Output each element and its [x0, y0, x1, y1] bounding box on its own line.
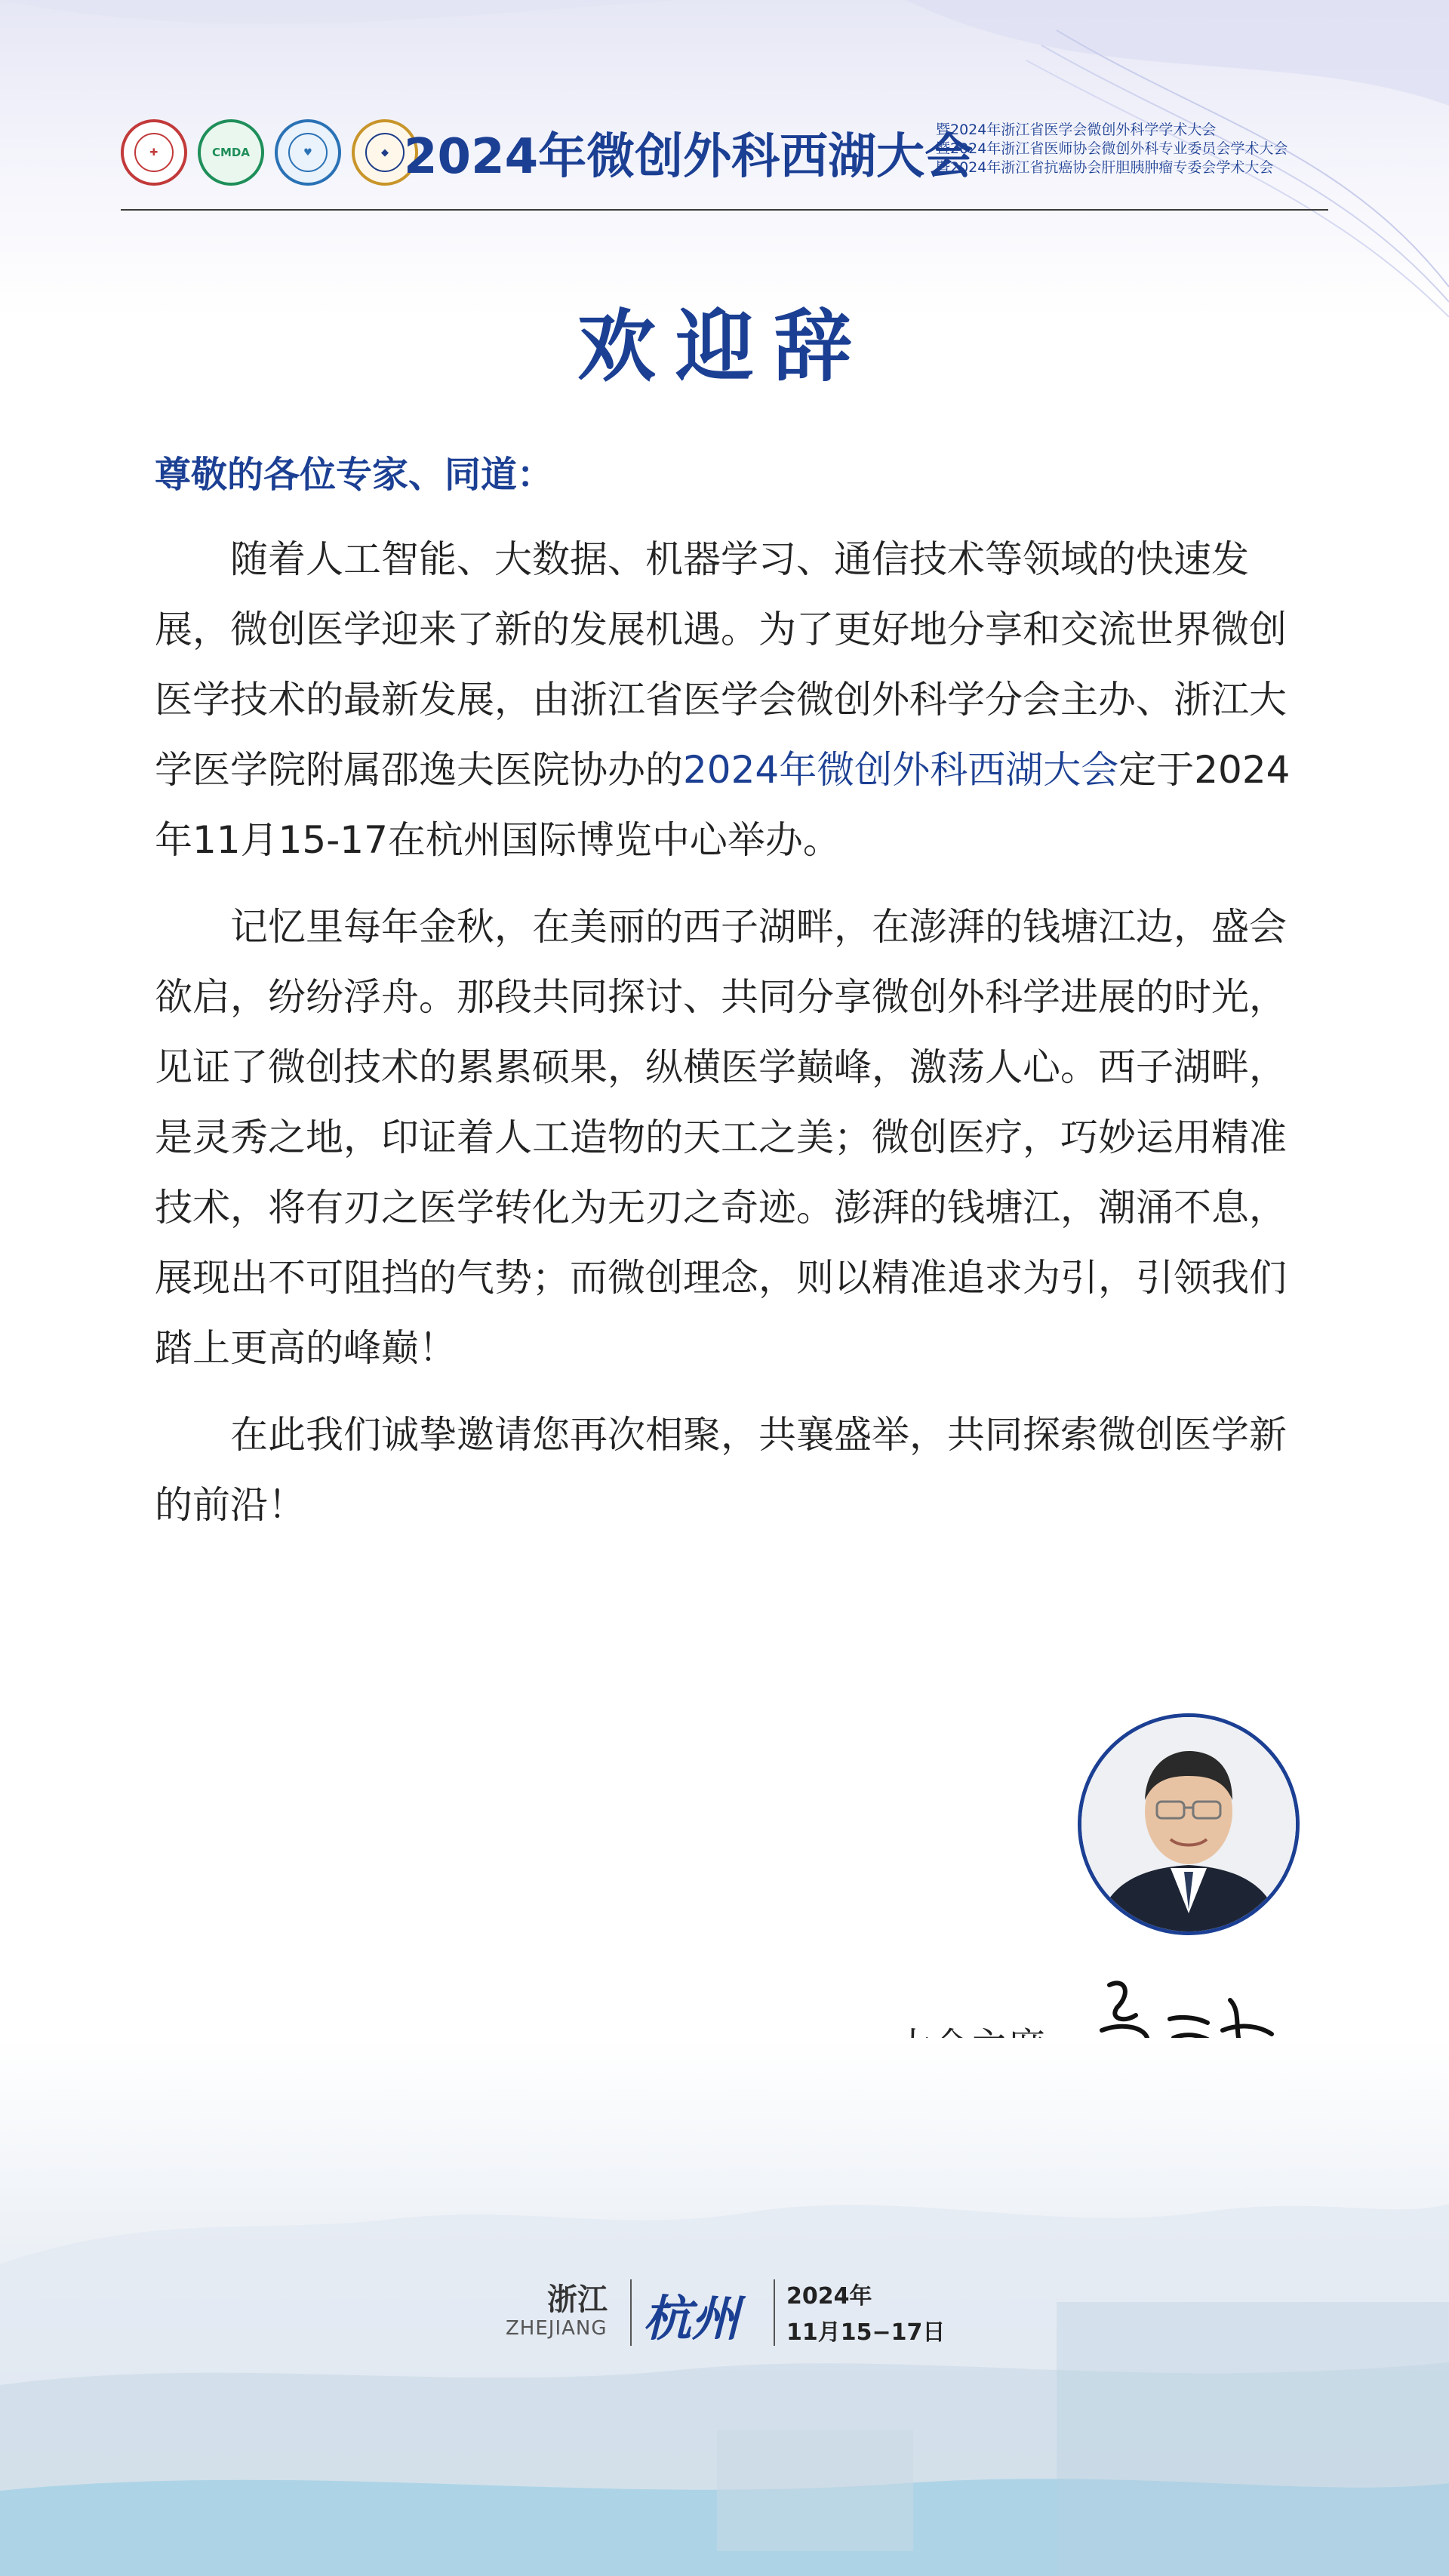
footer-divider: [630, 2279, 632, 2346]
co-host-line: 暨2024年浙江省抗癌协会肝胆胰肿瘤专委会学术大会: [936, 159, 1274, 176]
paragraph-3: 在此我们诚挚邀请您再次相聚，共襄盛举，共同探索微创医学新的前沿！: [155, 1413, 1287, 1527]
co-host-line: 暨2024年浙江省医师协会微创外科专业委员会学术大会: [936, 140, 1288, 157]
page-title: 欢迎辞: [577, 300, 872, 392]
footer-divider: [774, 2279, 775, 2346]
portrait-image: [1081, 1717, 1296, 1931]
anti-cancer-association-logo-icon: ♥: [275, 119, 341, 186]
paragraph-1-text: 随着人工智能、大数据、机器学习、通信技术等领域的快速发展，微创医学迎来了新的发展机遇。为了更好地分享和交流世界微创医学技术的最新发展，由浙江省医学会微创外科学分会主办、浙江大学医学院附属邵逸夫医院协办的: [155, 537, 1287, 792]
hospital-logo-icon: ◆: [352, 119, 418, 186]
medical-association-logo-icon: ✚: [121, 119, 187, 186]
welcome-letter-body: [155, 525, 1298, 1557]
footer-province-en: ZHEJIANG: [506, 2317, 608, 2340]
paragraph-2: 记忆里每年金秋，在美丽的西子湖畔，在澎湃的钱塘江边，盛会欲启，纷纷浮舟。那段共同探讨、共同分享微创外科学进展的时光，见证了微创技术的累累硕果，纵横医学巅峰，激荡人心。西子湖畔，是灵秀之地，印证着人工造物的天工之美；微创医疗，巧妙运用精准技术，将有刃之医学转化为无刃之奇迹。澎湃的钱塘江，潮涌不息，展现出不可阻挡的气势；而微创理念，则以精准追求为引，引领我们踏上更高的峰巅！: [155, 905, 1287, 1370]
footer-year: 2024年: [786, 2283, 872, 2310]
conference-title: 2024年微创外科西湖大会: [404, 129, 974, 185]
header-divider: [121, 209, 1328, 211]
cmda-logo-icon: CMDA: [198, 119, 264, 186]
conference-header: [121, 113, 1328, 204]
footer-province: 浙江: [547, 2282, 608, 2317]
footer-city: 杭州: [643, 2291, 740, 2347]
co-host-line: 暨2024年浙江省医学会微创外科学学术大会: [936, 122, 1217, 138]
event-footer: [506, 2276, 958, 2359]
chairman-portrait: [1078, 1713, 1300, 1935]
paragraph-1: [155, 525, 1298, 876]
conference-name-highlight: 2024年微创外科西湖大会: [683, 748, 1119, 792]
co-host-lines: [936, 121, 1287, 177]
paragraph-1-tail: 定于2024年11月15-17在杭州国际博览中心举办。: [155, 748, 1291, 862]
logo-row: [121, 119, 418, 186]
footer-dates: 11月15−17日: [786, 2319, 946, 2346]
salutation: 尊敬的各位专家、同道：: [155, 454, 554, 496]
